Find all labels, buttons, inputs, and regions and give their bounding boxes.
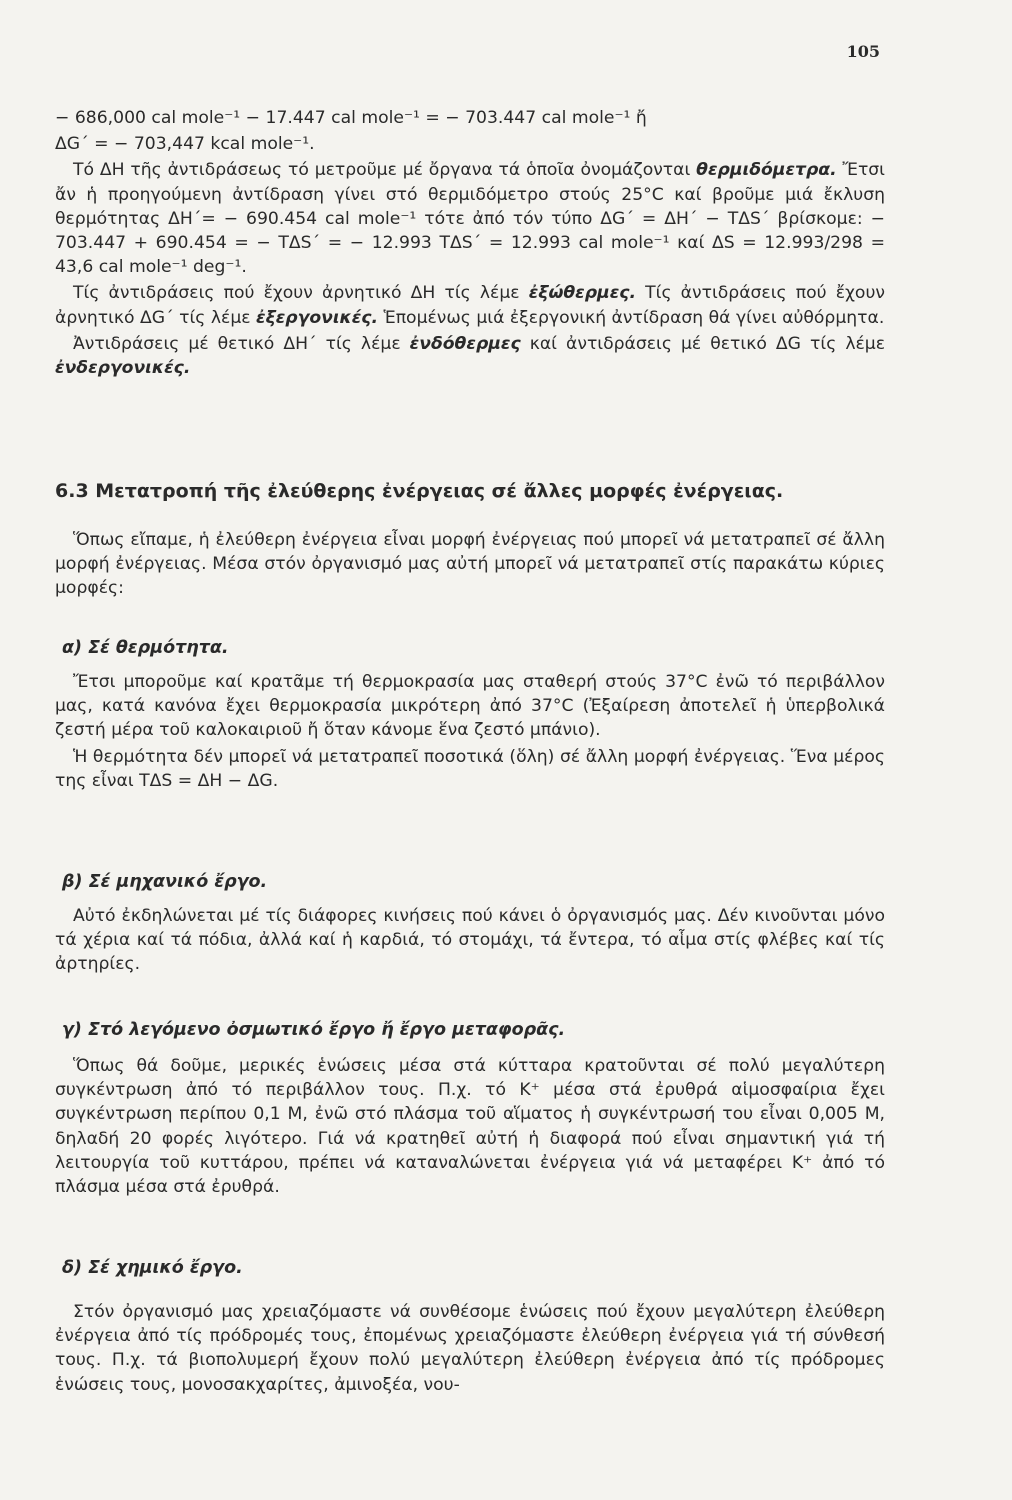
exothermic-text-a: Τίς ἀντιδράσεις πού ἔχουν ἀρνητικό ΔΗ τίς λέμε — [73, 283, 529, 304]
sub-heading-osmotic: γ) Στό λεγόμενο ὀσμωτικό ἔργο ἤ ἔργο μεταφορᾶς. — [62, 1020, 566, 1040]
osmotic-paragraph: Ὅπως θά δοῦμε, μερικές ἑνώσεις μέσα στά κύτταρα κρατοῦνται σέ πολύ μεγαλύτερη συγκέντρωση ἀπό τό περιβάλλον τους. Π.χ. τό Κ⁺ μέσα στά ἐρυθρά αἱμοσφαίρια ἔχει συγκέντρωση περίπου 0,1 Μ, ἐνῶ στό πλάσμα τοῦ αἵματος ἡ συγκέντρωσή του εἶναι 0,005 Μ, δηλαδή 20 φορές λιγότερο. Γιά νά κρατηθεῖ αὐτή ἡ διαφορά πού εἶναι σημαντική γιά τή λειτουργία τοῦ κυττάρου, πρέπει νά καταναλώνεται ἐνέργεια γιά νά μεταφέρει Κ⁺ ἀπό τό πλάσμα μέσα στά ἐρυθρά. — [55, 1056, 885, 1198]
heat-block — [55, 670, 885, 793]
chemical-block — [55, 1300, 885, 1397]
chemical-paragraph: Στόν ὀργανισμό μας χρειαζόμαστε νά συνθέσομε ἑνώσεις πού ἔχουν μεγαλύτερη ἐλεύθερη ἐνέργεια ἀπό τίς πρόδρομές τους, ἐπομένως χρειαζόμαστε ἐλεύθερη ἐνέργεια γιά τή σύνθεσή τους. Π.χ. τά βιοπολυμερή ἔχουν πολύ μεγαλύτερη ἐλεύθερη ἐνέργεια ἀπό τίς πρόδρομες ἑνώσεις τους, μονοσακχαρίτες, ἀμινοξέα, νου- — [55, 1302, 885, 1395]
term-endergonic: ἐνδεργονικές. — [55, 358, 191, 379]
sub-heading-mechanical: β) Σέ μηχανικό ἔργο. — [62, 872, 268, 892]
mechanical-block — [55, 904, 885, 977]
endothermic-paragraph — [55, 332, 885, 380]
term-endothermic: ἐνδόθερμες — [409, 333, 521, 354]
section-heading: 6.3 Μετατροπή τῆς ἐλεύθερης ἐνέργειας σέ ἄλλες μορφές ἐνέργειας. — [55, 480, 784, 502]
exothermic-paragraph — [55, 281, 885, 329]
thermo-text-block — [55, 106, 885, 380]
exothermic-text-c: Ἑπομένως μιά ἐξεργονική ἀντίδραση θά γίνει αὐθόρμητα. — [378, 307, 885, 328]
term-exothermic: ἐξώθερμες. — [528, 283, 636, 304]
equation-line-2: ΔG΄ = − 703,447 kcal mole⁻¹. — [55, 134, 315, 155]
sub-heading-heat: α) Σέ θερμότητα. — [62, 638, 229, 658]
exothermic-text-b: Τίς ἀντιδράσεις πού ἔχουν ἀρνητικό ΔG΄ τίς λέμε — [55, 283, 885, 328]
calorimeter-text-b: Ἔτσι ἄν ἡ προηγούμενη ἀντίδραση γίνει στό θερμιδόμετρο στούς 25°C καί βροῦμε μιά ἔκλυση θερμότητας ΔΗ΄= − 690.454 cal mole⁻¹ τότε ἀπό τόν τύπο ΔG΄ = ΔΗ΄ − ΤΔS΄ βρίσκομε: − 703.447 + 690.454 = − ΤΔS΄ = − 12.993 ΤΔS΄ = 12.993 cal mole⁻¹ καί ΔS = 12.993/298 = 43,6 cal mole⁻¹ deg⁻¹. — [55, 160, 885, 278]
heat-paragraph-2: Ἡ θερμότητα δέν μπορεῖ νά μετατραπεῖ ποσοτικά (ὅλη) σέ ἄλλη μορφή ἐνέργειας. Ἕνα μέρος της εἶναι ΤΔS = ΔΗ − ΔG. — [55, 746, 885, 791]
calorimeter-paragraph — [55, 158, 885, 279]
endothermic-text-b: καί ἀντιδράσεις μέ θετικό ΔG τίς λέμε — [520, 333, 886, 354]
term-exergonic: ἐξεργονικές. — [256, 307, 379, 328]
term-calorimeter: θερμιδόμετρα. — [696, 160, 837, 181]
mechanical-paragraph: Αὐτό ἐκδηλώνεται μέ τίς διάφορες κινήσεις πού κάνει ὁ ὀργανισμός μας. Δέν κινοῦνται μόνο τά χέρια καί τά πόδια, ἀλλά καί ἡ καρδιά, τό στομάχι, τά ἔντερα, τό αἷμα στίς φλέβες καί τίς ἀρτηρίες. — [55, 906, 885, 975]
osmotic-block — [55, 1054, 885, 1199]
page-number: 105 — [846, 42, 880, 61]
equation-line-1: − 686,000 cal mole⁻¹ − 17.447 cal mole⁻¹ = − 703.447 cal mole⁻¹ ἤ — [55, 108, 647, 128]
endothermic-text-a: Ἀντιδράσεις μέ θετικό ΔΗ΄ τίς λέμε — [73, 333, 410, 354]
calorimeter-text-a: Τό ΔΗ τῆς ἀντιδράσεως τό μετροῦμε μέ ὄργανα τά ὁποῖα ὀνομάζονται — [73, 160, 697, 181]
heat-paragraph-1: Ἔτσι μποροῦμε καί κρατᾶμε τή θερμοκρασία μας σταθερή στούς 37°C ἐνῶ τό περιβάλλον μας, κατά κανόνα ἔχει θερμοκρασία μικρότερη ἀπό 37°C (Ἐξαίρεση ἀποτελεῖ ἡ ὑπερβολικά ζεστή μέρα τοῦ καλοκαιριοῦ ἤ ὅταν κάνομε ἕνα ζεστό μπάνιο). — [55, 672, 885, 741]
intro-block — [55, 528, 885, 601]
sub-heading-chemical: δ) Σέ χημικό ἔργο. — [62, 1258, 243, 1278]
intro-paragraph: Ὅπως εἴπαμε, ἡ ἐλεύθερη ἐνέργεια εἶναι μορφή ἐνέργειας πού μπορεῖ νά μετατραπεῖ σέ ἄλλη μορφή ἐνέργειας. Μέσα στόν ὀργανισμό μας αὐτή μπορεῖ νά μετατραπεῖ στίς παρακάτω κύριες μορφές: — [55, 530, 885, 599]
